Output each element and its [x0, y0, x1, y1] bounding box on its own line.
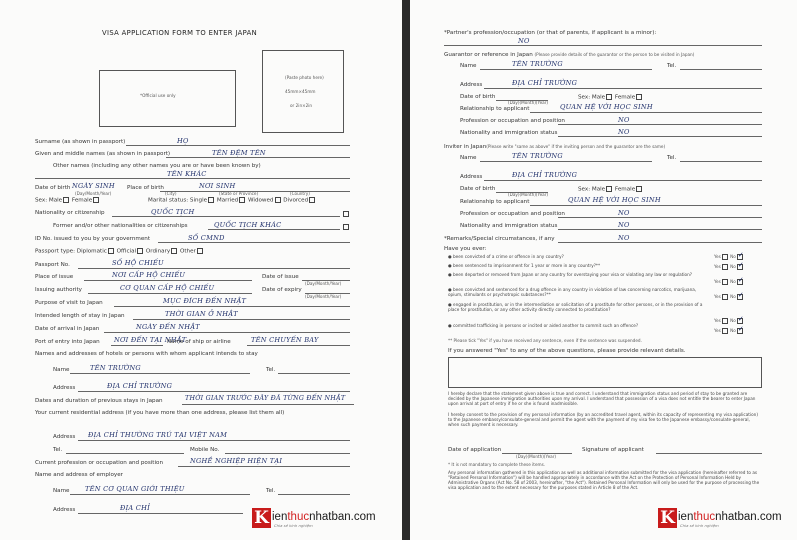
sex-male-label: Sex: Male [35, 197, 63, 204]
q2-yes-checkbox[interactable] [722, 264, 728, 270]
former-nationality-label: Former and/or other nationalities or citizenships [53, 223, 188, 229]
dob-value[interactable]: NGÀY SINH [72, 182, 115, 190]
question-1: ● been convicted of a crime or offence in any country? [448, 254, 564, 259]
ship-airline-label: Name of ship or airline [167, 339, 231, 345]
female-checkbox[interactable] [93, 197, 99, 203]
hotel-address-value[interactable]: ĐỊA CHỈ TRƯỜNG [107, 382, 173, 390]
marital-married-label: Married [216, 197, 239, 204]
consent-text: I hereby consent to the provision of my personal information (by an accredited travel agent, within its capacity of representing my visa application) to the Japanese embassy/consulate-general and permit the agent with the payment of my visa fee to the Japanese embassy/consulate-general, when such payment is necessary. [448, 412, 758, 427]
ptype-official-label: Official [116, 248, 137, 255]
single-checkbox[interactable] [208, 197, 214, 203]
watermark-text: ienthucnhatban.com [272, 511, 376, 523]
place-issue-label: Place of issue [35, 274, 74, 280]
purpose-label: Purpose of visit to Japan [35, 300, 103, 306]
former-nationality-value[interactable]: QUỐC TỊCH KHÁC [214, 221, 282, 229]
g-female-checkbox[interactable] [636, 94, 642, 100]
given-names-line [166, 157, 350, 158]
id-value[interactable]: SỐ CMND [188, 234, 225, 242]
g-name-value[interactable]: TÊN TRƯỜNG [512, 60, 563, 68]
question-3: ● been deported or removed from Japan or any country for overstaying your visa or violating any law or regulation? [448, 272, 692, 277]
q4-no-checkbox[interactable] [737, 294, 743, 300]
q2-answer: Yes No✓ [714, 264, 744, 270]
stay-value[interactable]: THỜI GIAN Ở NHẬT [165, 310, 238, 318]
date-expiry-label: Date of expiry [262, 287, 302, 293]
ptype-diplomatic-label: Passport type: Diplomatic [35, 248, 107, 255]
res-address-label: Address [53, 434, 76, 440]
remarks-label: *Remarks/Special circumstances, if any [444, 236, 555, 242]
g-dob-label: Date of birth [460, 94, 496, 100]
watermark-k-icon: K [658, 508, 677, 528]
g-relationship-value[interactable]: QUAN HỆ VỚI HỌC SINH [560, 103, 653, 111]
g-nationality-line [558, 136, 762, 137]
dob-label: Date of birth [35, 185, 71, 191]
employer-name-value[interactable]: TÊN CƠ QUAN GIỚI THIỆU [85, 485, 185, 493]
ship-airline-value[interactable]: TÊN CHUYẾN BAY [251, 336, 319, 344]
q2-no-checkbox[interactable] [737, 264, 743, 270]
previous-stays-value[interactable]: THỜI GIAN TRƯỚC ĐÂY ĐÃ TỪNG ĐẾN NHẬT [185, 395, 346, 402]
employer-tel-line [278, 494, 350, 495]
date-issue-sub: (Day/Month/Year) [305, 281, 342, 286]
hotel-name-label: Name [53, 367, 70, 373]
marital-divorced-label: Divorced [283, 197, 309, 204]
form-title: VISA APPLICATION FORM TO ENTER JAPAN [102, 29, 258, 37]
not-mandatory-note: * It is not mandatory to complete these items. [448, 462, 546, 467]
hotel-name-value[interactable]: TÊN TRƯỜNG [90, 364, 141, 372]
port-entry-line [111, 345, 163, 346]
res-address-value[interactable]: ĐỊA CHỈ THƯỜNG TRÚ TẠI VIỆT NAM [88, 431, 228, 439]
partner-value[interactable]: NO [518, 37, 530, 45]
hotels-label: Names and addresses of hotels or persons with whom applicant intends to stay [35, 351, 258, 357]
res-tel-label: Tel. [53, 447, 63, 453]
employer-address-value[interactable]: ĐỊA CHỈ [120, 504, 150, 512]
place-issue-line [84, 280, 252, 281]
g-male-label: Sex: Male [578, 94, 606, 101]
i-dob-sub: (Day)(Month)(Year) [508, 192, 549, 197]
official-use-box [99, 70, 236, 127]
watermark-tagline: Chia sẻ kinh nghiệm [680, 523, 719, 528]
watermark-logo-right[interactable] [658, 508, 782, 528]
i-address-label: Address [460, 174, 483, 180]
g-sex-row [578, 94, 643, 101]
q6-yes-checkbox[interactable] [722, 328, 728, 334]
right-form-page [410, 0, 797, 540]
date-expiry-sub: (Day/Month/Year) [305, 294, 342, 299]
i-female-checkbox[interactable] [636, 186, 642, 192]
g-profession-value[interactable]: NO [618, 116, 630, 124]
occupation-label: Current profession or occupation and position [35, 460, 164, 466]
i-nationality-line [558, 229, 762, 230]
g-female-label: Female [614, 94, 636, 101]
signature-label: Signature of applicant [582, 447, 644, 453]
g-male-checkbox[interactable] [606, 94, 612, 100]
i-name-line [480, 161, 652, 162]
nationality-line [112, 216, 340, 217]
residential-label: Your current residential address (if you have more than one address, please list them all) [35, 410, 285, 416]
employer-address-line [78, 513, 243, 514]
pob-sub-country: (Country) [290, 191, 310, 196]
pob-label: Place of birth [127, 185, 164, 191]
port-entry-value[interactable]: NƠI ĐẾN TẠI NHẬT [114, 336, 187, 344]
photo-line-2: 45mm×45mm [285, 89, 316, 94]
g-profession-label: Profession or occupation and position [460, 118, 565, 124]
male-checkbox[interactable] [63, 197, 69, 203]
i-profession-label: Profession or occupation and position [460, 211, 565, 217]
marital-row [148, 197, 316, 204]
given-names-label: Given and middle names (as shown in passport) [35, 151, 171, 157]
g-relationship-label: Relationship to applicant [460, 106, 530, 112]
signature-line[interactable] [656, 453, 762, 454]
g-tel-label: Tel. [667, 63, 677, 69]
marital-single-label: Marital status: Single [148, 197, 208, 204]
i-female-label: Female [614, 186, 636, 193]
stay-line [133, 319, 350, 320]
surname-value[interactable]: HỌ [177, 137, 189, 145]
nationality-label: Nationality or citizenship [35, 210, 105, 216]
question-4: ● been convicted and sentenced for a drug offence in any country in violation of law concerning narcotics, marijuana, opium, stimulants or psychotropic substances?** [448, 287, 697, 297]
i-relationship-value[interactable]: QUAN HỆ VỚI HỌC SINH [568, 196, 661, 204]
pob-value[interactable]: NƠI SINH [199, 182, 236, 190]
question-5: ● engaged in prostitution, or in the intermediation or solicitation of a prostitute for other persons, or in the provision of a place for prostitution, or any other activity directly connected to prostitution? [448, 302, 703, 312]
g-profession-line [558, 124, 762, 125]
mobile-label: Mobile No. [190, 447, 220, 453]
remarks-line [558, 242, 762, 243]
i-relationship-line [530, 205, 762, 206]
i-name-value[interactable]: TÊN TRƯỜNG [512, 152, 563, 160]
issuing-authority-value[interactable]: CƠ QUAN CẤP HỘ CHIẾU [120, 284, 215, 292]
widowed-checkbox[interactable] [275, 197, 281, 203]
guarantor-note: (Please provide details of the guarantor or the person to be visited in Japan) [534, 52, 695, 57]
i-tel-line [680, 161, 762, 162]
passport-no-value[interactable]: SỐ HỘ CHIẾU [112, 259, 164, 267]
q3-yes-checkbox[interactable] [722, 279, 728, 285]
i-relationship-label: Relationship to applicant [460, 199, 530, 205]
i-address-line [484, 180, 762, 181]
q3-no-checkbox[interactable] [737, 279, 743, 285]
stay-label: Intended length of stay in Japan [35, 313, 125, 319]
photo-box [262, 50, 344, 133]
q1-answer: Yes No✓ [714, 254, 744, 260]
g-relationship-line [530, 112, 762, 113]
i-male-label: Sex: Male [578, 186, 606, 193]
surname-label: Surname (as shown in passport) [35, 139, 126, 145]
date-application-sub: (Day)(Month)(Year) [516, 454, 557, 459]
ptype-ordinary-label: Ordinary [145, 248, 171, 255]
photo-line-1: (Paste photo here) [285, 75, 324, 80]
i-tel-label: Tel. [667, 155, 677, 161]
g-address-value[interactable]: ĐỊA CHỈ TRƯỜNG [512, 79, 578, 87]
employer-name-line [70, 494, 250, 495]
date-application-label: Date of application [448, 447, 502, 453]
details-textarea[interactable] [448, 357, 762, 388]
employer-tel-label: Tel. [266, 488, 276, 494]
i-male-checkbox[interactable] [606, 186, 612, 192]
place-issue-value[interactable]: NƠI CẤP HỘ CHIẾU [112, 271, 186, 279]
official-use-label: *Official use only [140, 93, 176, 98]
partner-line [444, 45, 762, 46]
official-checkbox[interactable] [137, 248, 143, 254]
issuing-authority-line [88, 293, 252, 294]
hotel-tel-label: Tel. [266, 367, 276, 373]
pob-sub-city: (City) [165, 191, 177, 196]
have-you-ever-label: Have you ever: [444, 246, 487, 252]
q5-answer: Yes No✓ [714, 318, 744, 324]
inviter-note: (Please write "same as above" if the inviting person and the guarantor are the same) [486, 144, 666, 149]
nationality-value[interactable]: QUỐC TỊCH [151, 208, 195, 216]
i-nationality-label: Nationality and immigration status [460, 223, 558, 229]
i-nationality-value[interactable]: NO [618, 221, 630, 229]
given-names-value[interactable]: TÊN ĐỆM TÊN [212, 149, 266, 157]
date-issue-label: Date of issue [262, 274, 299, 280]
former-nationality-line [208, 229, 340, 230]
sex-row [35, 197, 100, 204]
surname-line [126, 145, 350, 146]
privacy-text: Any personal information gathered in this application as well as additional information submitted for the visa application (hereinafter referred to as "Retained Personal Information") will be handled appropriately in accordance with the Act on the Protection of Personal Information Held by Administrative Organs (Act No. 58 of 2003, hereinafter, "the Act"). Retained Personal Information will only be used for the purpose of processing the visa application and to the extent necessary for the purposes stated in Article 8 of the Act. [448, 470, 760, 490]
photo-line-3: or 2in×2in [290, 103, 313, 108]
former-nationality-checkbox[interactable] [343, 224, 349, 230]
dob-sub: (Day/Month/Year) [75, 191, 112, 196]
question-2: ● been sentenced to imprisonment for 1 year or more in any country?** [448, 263, 601, 268]
purpose-value[interactable]: MỤC ĐÍCH ĐẾN NHẬT [163, 297, 247, 305]
i-dob-label: Date of birth [460, 186, 496, 192]
question-6: ● committed trafficking in persons or incited or aided another to commit such an offence? [448, 323, 639, 328]
other-checkbox[interactable] [197, 248, 203, 254]
arrival-label: Date of arrival in Japan [35, 326, 100, 332]
watermark-tagline: Chia sẻ kinh nghiệm [274, 523, 313, 528]
occupation-line [178, 466, 350, 467]
passport-type-row [35, 248, 204, 255]
employer-name-label: Name [53, 488, 70, 494]
nationality-checkbox[interactable] [343, 211, 349, 217]
married-checkbox[interactable] [239, 197, 245, 203]
marital-widowed-label: Widowed [247, 197, 274, 204]
diplomatic-checkbox[interactable] [108, 248, 114, 254]
answered-yes-label: If you answered "Yes" to any of the above questions, please provide relevant details. [448, 348, 686, 354]
other-names-value[interactable]: TÊN KHÁC [167, 170, 207, 178]
id-line [158, 242, 350, 243]
ordinary-checkbox[interactable] [171, 248, 177, 254]
purpose-line [114, 306, 350, 307]
q1-yes-checkbox[interactable] [722, 254, 728, 260]
inviter-label: Inviter in Japan(Please write "same as above" if the inviting person and the guarantor are the same) [444, 144, 666, 150]
passport-no-label: Passport No. [35, 262, 70, 268]
arrival-line [104, 332, 350, 333]
previous-stays-label: Dates and duration of previous stays in Japan [35, 398, 163, 404]
q5-no-checkbox[interactable] [737, 318, 743, 324]
i-address-value[interactable]: ĐỊA CHỈ TRƯỜNG [512, 171, 578, 179]
issuing-authority-label: Issuing authority [35, 287, 82, 293]
declaration-text: I hereby declare that the statement given above is true and correct. I understand that immigration status and period of stay to be granted are decided by the Japanese immigration authorities upon my arrival. I understand that possession of a visa does not entitle the bearer to enter Japan upon arrival at port of entry if he or she is found inadmissible. [448, 391, 756, 406]
guarantor-label: Guarantor or reference in Japan (Please provide details of the guarantor or the person to be visited in Japan) [444, 52, 695, 58]
other-names-line [35, 178, 350, 179]
employer-label: Name and address of employer [35, 472, 123, 478]
sex-female-label: Female [71, 197, 93, 204]
divorced-checkbox[interactable] [309, 197, 315, 203]
q3-answer: Yes No✓ [714, 279, 744, 285]
partner-label: *Partner's profession/occupation (or that of parents, if applicant is a minor): [444, 30, 657, 36]
g-name-label: Name [460, 63, 477, 69]
q1-no-checkbox[interactable] [737, 254, 743, 260]
occupation-value[interactable]: NGHỀ NGHIỆP HIỆN TẠI [190, 457, 283, 465]
i-profession-value[interactable]: NO [618, 209, 630, 217]
hotel-name-line [70, 373, 250, 374]
q4-answer: Yes No✓ [714, 294, 744, 300]
res-tel-line [66, 453, 184, 454]
tick-note: ** Please tick "Yes" if you have received any sentence, even if the sentence was suspended. [448, 338, 642, 343]
i-name-label: Name [460, 155, 477, 161]
employer-address-label: Address [53, 507, 76, 513]
remarks-value[interactable]: NO [618, 234, 630, 242]
i-profession-line [558, 217, 762, 218]
pob-sub-state: (State or Province) [219, 191, 259, 196]
g-address-label: Address [460, 82, 483, 88]
hotel-address-label: Address [53, 385, 76, 391]
q6-answer: Yes No✓ [714, 328, 744, 334]
id-label: ID No. issued to you by your government [35, 236, 151, 242]
g-nationality-label: Nationality and immigration status [460, 130, 558, 136]
i-sex-row [578, 186, 643, 193]
watermark-logo-left[interactable] [252, 508, 376, 528]
arrival-value[interactable]: NGÀY ĐẾN NHẬT [136, 323, 200, 331]
ptype-other-label: Other [179, 248, 196, 255]
q4-yes-checkbox[interactable] [722, 294, 728, 300]
previous-stays-line [182, 404, 354, 405]
g-name-line [480, 69, 652, 70]
q5-yes-checkbox[interactable] [722, 318, 728, 324]
watermark-k-icon: K [252, 508, 271, 528]
hotel-tel-line [278, 373, 350, 374]
mobile-line [225, 453, 350, 454]
ship-airline-line [247, 345, 350, 346]
other-names-label: Other names (including any other names you are or have been known by) [53, 163, 261, 169]
g-address-line [484, 88, 762, 89]
res-address-line [78, 440, 350, 441]
hotel-address-line [78, 391, 350, 392]
watermark-text: ienthucnhatban.com [678, 511, 782, 523]
passport-no-line [78, 268, 350, 269]
g-dob-sub: (Day)(Month)(Year) [508, 100, 549, 105]
g-nationality-value[interactable]: NO [618, 128, 630, 136]
g-tel-line [680, 69, 762, 70]
q6-no-checkbox[interactable] [737, 328, 743, 334]
port-entry-label: Port of entry into Japan [35, 339, 100, 345]
